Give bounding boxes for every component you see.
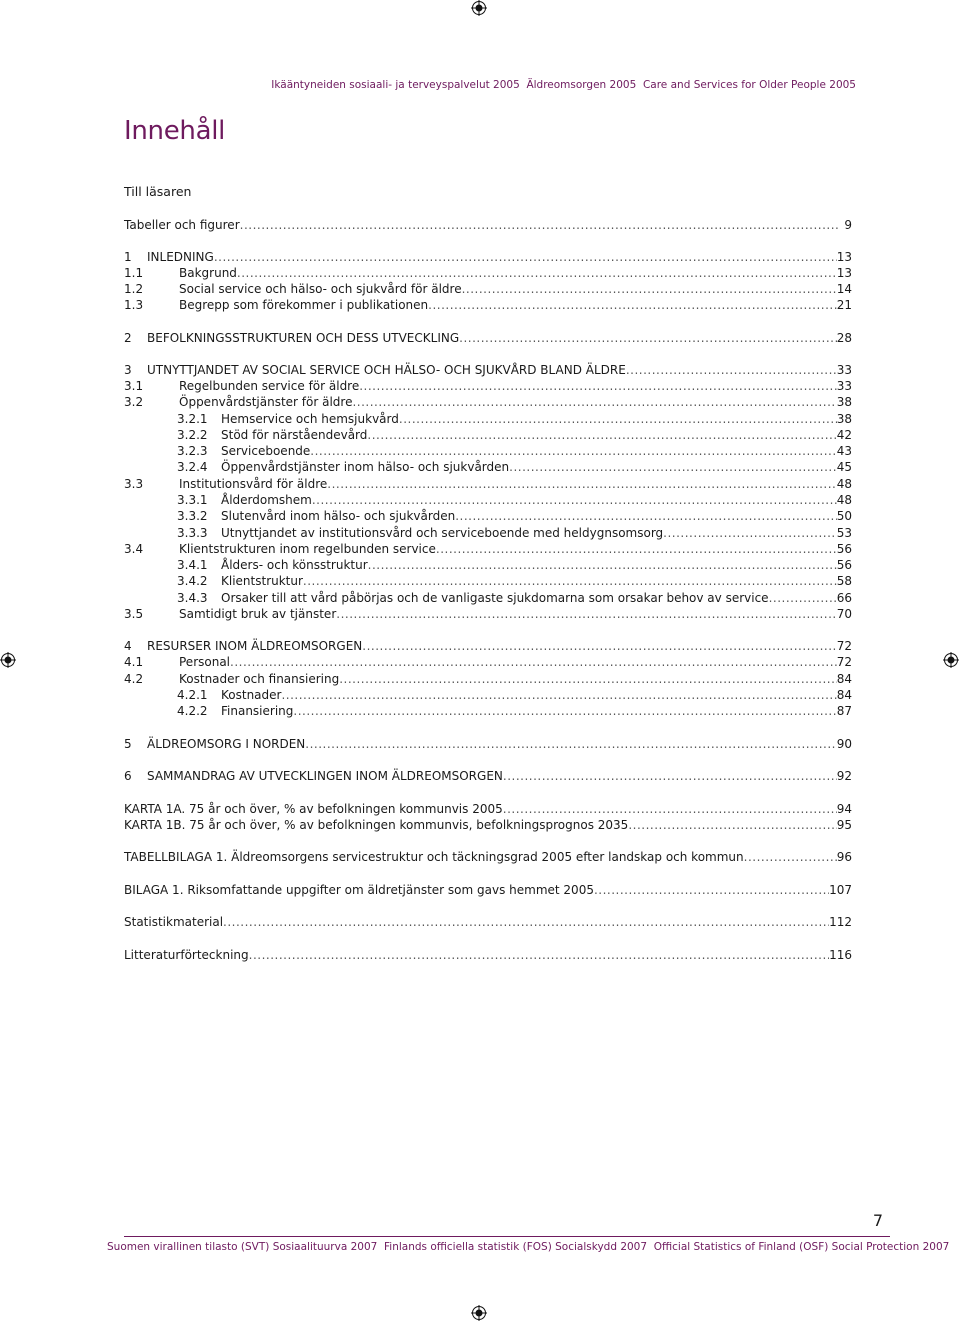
toc-leader-dots <box>310 443 836 459</box>
toc-leader-dots <box>436 541 837 557</box>
toc-entry-number: 3.2.4 <box>177 460 208 474</box>
toc-leader-dots <box>663 525 837 541</box>
toc-entry[interactable] <box>124 817 852 833</box>
toc-entry-page: 96 <box>836 850 852 864</box>
toc-entry[interactable] <box>124 525 852 541</box>
toc-leader-dots <box>240 217 838 233</box>
toc-entry-page: 58 <box>836 574 852 588</box>
toc-entry-number: 4.1 <box>124 655 144 669</box>
toc-entry[interactable] <box>124 703 852 719</box>
toc-entry-title: Begrepp som förekommer i publikationen <box>179 298 429 312</box>
toc-leader-dots <box>368 557 837 573</box>
toc-entry[interactable] <box>124 281 852 297</box>
toc-entry[interactable] <box>124 687 852 703</box>
toc-entry-title: Ålders- och könsstruktur <box>221 558 368 572</box>
toc-entry-number: 4.2.1 <box>177 688 208 702</box>
toc-entry[interactable] <box>124 265 852 281</box>
toc-entry[interactable] <box>124 411 852 427</box>
toc-entry[interactable] <box>124 768 852 784</box>
toc-entry-title: BILAGA 1. Riksomfattande uppgifter om äldretjänster som gavs hemmet 2005 <box>124 883 594 897</box>
registration-mark-icon <box>471 1305 487 1321</box>
toc-entry[interactable] <box>124 606 852 622</box>
toc-entry-page: 107 <box>829 883 852 897</box>
toc-leader-dots <box>230 654 837 670</box>
toc-entry[interactable] <box>124 736 852 752</box>
toc-entry-page: 9 <box>844 218 852 232</box>
toc-leader-dots <box>312 492 837 508</box>
toc-leader-dots <box>455 508 837 524</box>
toc-entry-page: 33 <box>836 379 852 393</box>
toc-entry-number: 3.2.2 <box>177 428 208 442</box>
toc-entry-title: Finansiering <box>221 704 294 718</box>
toc-entry-title: ÄLDREOMSORG I NORDEN <box>147 737 306 751</box>
toc-entry-number: 3.4.3 <box>177 591 208 605</box>
toc-entry-number: 3.4.1 <box>177 558 208 572</box>
toc-entry-number: 4.2 <box>124 672 144 686</box>
toc-entry-page: 13 <box>836 266 852 280</box>
toc-leader-dots <box>249 947 829 963</box>
toc-entry-page: 84 <box>836 688 852 702</box>
toc-entry[interactable] <box>124 654 852 670</box>
toc-leader-dots <box>303 573 837 589</box>
toc-entry-page: 72 <box>836 655 852 669</box>
toc-entry-number: 3.3 <box>124 477 144 491</box>
toc-leader-dots <box>327 476 836 492</box>
toc-entry-title: SAMMANDRAG AV UTVECKLINGEN INOM ÄLDREOMSORGEN <box>147 769 503 783</box>
registration-mark-icon <box>0 652 16 668</box>
toc-entry[interactable] <box>124 671 852 687</box>
toc-entry-page: 42 <box>836 428 852 442</box>
toc-leader-dots <box>769 590 837 606</box>
toc-entry[interactable] <box>124 947 852 963</box>
toc-entry-number: 3.4 <box>124 542 144 556</box>
toc-entry-title: Samtidigt bruk av tjänster <box>179 607 337 621</box>
toc-entry[interactable] <box>124 330 852 346</box>
toc-entry-number: 5 <box>124 737 132 751</box>
toc-entry-title: Ålderdomshem <box>221 493 312 507</box>
toc-entry-page: 112 <box>829 915 852 929</box>
toc-entry-number: 4.2.2 <box>177 704 208 718</box>
toc-entry[interactable] <box>124 541 852 557</box>
toc-entry-title: KARTA 1B. 75 år och över, % av befolkningen kommunvis, befolkningsprognos 2035 <box>124 818 629 832</box>
toc-leader-dots <box>352 394 836 410</box>
toc-entry-number: 3.2.1 <box>177 412 208 426</box>
toc-intro-entry: Till läsaren <box>124 184 192 199</box>
toc-leader-dots <box>459 330 837 346</box>
toc-leader-dots <box>628 817 836 833</box>
toc-entry-page: 72 <box>836 639 852 653</box>
toc-entry-page: 66 <box>836 591 852 605</box>
toc-entry[interactable] <box>124 801 852 817</box>
toc-entry-page: 21 <box>836 298 852 312</box>
toc-entry-title: Tabeller och figurer <box>124 218 240 232</box>
toc-entry-page: 43 <box>836 444 852 458</box>
toc-entry-title: INLEDNING <box>147 250 214 264</box>
toc-entry-number: 3 <box>124 363 132 377</box>
toc-entry-title: Kostnader och finansiering <box>179 672 340 686</box>
running-header: Ikääntyneiden sosiaali- ja terveyspalvelut 2005 Äldreomsorgen 2005 Care and Services for Older People 2005 <box>271 79 856 91</box>
toc-entry[interactable] <box>124 557 852 573</box>
page-number: 7 <box>872 1211 883 1230</box>
toc-entry[interactable] <box>124 217 852 233</box>
toc-entry-number: 2 <box>124 331 132 345</box>
toc-entry-page: 90 <box>836 737 852 751</box>
toc-entry-page: 50 <box>836 509 852 523</box>
toc-entry-title: BEFOLKNINGSSTRUKTUREN OCH DESS UTVECKLING <box>147 331 460 345</box>
toc-leader-dots <box>362 638 836 654</box>
toc-entry-title: Orsaker till att vård påbörjas och de vanligaste sjukdomarna som orsakar behov av service <box>221 591 769 605</box>
toc-leader-dots <box>509 459 837 475</box>
toc-entry-title: Bakgrund <box>179 266 237 280</box>
toc-entry-title: RESURSER INOM ÄLDREOMSORGEN <box>147 639 363 653</box>
registration-mark-icon <box>943 652 959 668</box>
toc-entry-number: 3.2.3 <box>177 444 208 458</box>
toc-entry[interactable] <box>124 882 852 898</box>
toc-leader-dots <box>223 914 829 930</box>
toc-entry[interactable] <box>124 508 852 524</box>
toc-leader-dots <box>399 411 837 427</box>
toc-entry[interactable] <box>124 427 852 443</box>
registration-mark-icon <box>471 0 487 16</box>
toc-entry-page: 94 <box>836 802 852 816</box>
toc-entry-number: 3.1 <box>124 379 144 393</box>
toc-entry-page: 56 <box>836 542 852 556</box>
toc-entry[interactable] <box>124 459 852 475</box>
toc-entry[interactable] <box>124 362 852 378</box>
toc-entry-title: Hemservice och hemsjukvård <box>221 412 399 426</box>
toc-entry-number: 3.3.3 <box>177 526 208 540</box>
toc-entry-number: 3.5 <box>124 607 144 621</box>
toc-entry-title: Regelbunden service för äldre <box>179 379 360 393</box>
toc-leader-dots <box>594 882 829 898</box>
toc-entry-page: 95 <box>836 818 852 832</box>
toc-leader-dots <box>305 736 836 752</box>
toc-entry[interactable] <box>124 590 852 606</box>
toc-entry[interactable] <box>124 443 852 459</box>
toc-leader-dots <box>359 378 836 394</box>
toc-entry-number: 1.2 <box>124 282 144 296</box>
toc-leader-dots <box>744 849 837 865</box>
toc-entry-page: 84 <box>836 672 852 686</box>
toc-entry-title: Personal <box>179 655 231 669</box>
toc-entry-number: 1.1 <box>124 266 144 280</box>
toc-leader-dots <box>339 671 837 687</box>
toc-entry-page: 13 <box>836 250 852 264</box>
toc-entry-page: 70 <box>836 607 852 621</box>
toc-leader-dots <box>214 249 837 265</box>
toc-entry[interactable] <box>124 914 852 930</box>
toc-entry-title: Institutionsvård för äldre <box>179 477 328 491</box>
toc-entry-title: Klientstruktur <box>221 574 303 588</box>
toc-leader-dots <box>503 768 837 784</box>
toc-entry-number: 3.3.2 <box>177 509 208 523</box>
toc-entry[interactable] <box>124 378 852 394</box>
toc-leader-dots <box>428 297 837 313</box>
toc-entry-number: 4 <box>124 639 132 653</box>
toc-entry-page: 38 <box>836 395 852 409</box>
toc-entry[interactable] <box>124 638 852 654</box>
toc-entry-number: 3.2 <box>124 395 144 409</box>
toc-entry-page: 56 <box>836 558 852 572</box>
toc-entry-page: 53 <box>836 526 852 540</box>
toc-entry-title: Öppenvårdstjänster för äldre <box>179 395 353 409</box>
toc-leader-dots <box>293 703 836 719</box>
toc-entry-page: 14 <box>836 282 852 296</box>
toc-entry-number: 6 <box>124 769 132 783</box>
toc-entry-title: Social service och hälso- och sjukvård för äldre <box>179 282 462 296</box>
toc-entry-number: 1 <box>124 250 132 264</box>
toc-entry-page: 87 <box>836 704 852 718</box>
toc-entry[interactable] <box>124 249 852 265</box>
page-title: Innehåll <box>124 116 226 146</box>
toc-leader-dots <box>503 801 837 817</box>
toc-entry[interactable] <box>124 297 852 313</box>
toc-entry-title: Klientstrukturen inom regelbunden service <box>179 542 436 556</box>
toc-entry-title: Statistikmaterial <box>124 915 224 929</box>
toc-entry-title: TABELLBILAGA 1. Äldreomsorgens servicestruktur och täckningsgrad 2005 efter landskap och kommun <box>124 850 744 864</box>
footer-divider <box>124 1236 890 1237</box>
toc-entry-page: 28 <box>836 331 852 345</box>
toc-entry-page: 92 <box>836 769 852 783</box>
toc-entry-title: Serviceboende <box>221 444 311 458</box>
toc-entry-page: 38 <box>836 412 852 426</box>
toc-entry-title: Kostnader <box>221 688 282 702</box>
toc-entry-title: Öppenvårdstjänster inom hälso- och sjukvården <box>221 460 510 474</box>
running-footer: Suomen virallinen tilasto (SVT) Sosiaalituurva 2007 Finlands officiella statistik (FOS) Socialskydd 2007 Official Statistics of Finland (OSF) Social Protection 2007 <box>107 1241 950 1253</box>
toc-leader-dots <box>336 606 836 622</box>
toc-entry-page: 45 <box>836 460 852 474</box>
toc-entry[interactable] <box>124 492 852 508</box>
toc-leader-dots <box>237 265 837 281</box>
toc-entry-number: 1.3 <box>124 298 144 312</box>
toc-entry-title: UTNYTTJANDET AV SOCIAL SERVICE OCH HÄLSO- OCH SJUKVÅRD BLAND ÄLDRE <box>147 363 626 377</box>
toc-entry[interactable] <box>124 394 852 410</box>
toc-entry[interactable] <box>124 849 852 865</box>
toc-entry-number: 3.3.1 <box>177 493 208 507</box>
toc-entry[interactable] <box>124 573 852 589</box>
toc-leader-dots <box>462 281 837 297</box>
toc-entry[interactable] <box>124 476 852 492</box>
toc-leader-dots <box>281 687 836 703</box>
toc-entry-number: 3.4.2 <box>177 574 208 588</box>
toc-entry-page: 48 <box>836 493 852 507</box>
toc-entry-title: Utnyttjandet av institutionsvård och serviceboende med heldygnsomsorg <box>221 526 664 540</box>
toc-entry-title: Stöd för närståendevård <box>221 428 368 442</box>
toc-entry-page: 48 <box>836 477 852 491</box>
toc-entry-title: Slutenvård inom hälso- och sjukvården <box>221 509 456 523</box>
toc-entry-page: 116 <box>829 948 852 962</box>
toc-entry-page: 33 <box>836 363 852 377</box>
toc-entry-title: Litteraturförteckning <box>124 948 249 962</box>
toc-leader-dots <box>367 427 836 443</box>
toc-leader-dots <box>626 362 837 378</box>
toc-entry-title: KARTA 1A. 75 år och över, % av befolkningen kommunvis 2005 <box>124 802 503 816</box>
